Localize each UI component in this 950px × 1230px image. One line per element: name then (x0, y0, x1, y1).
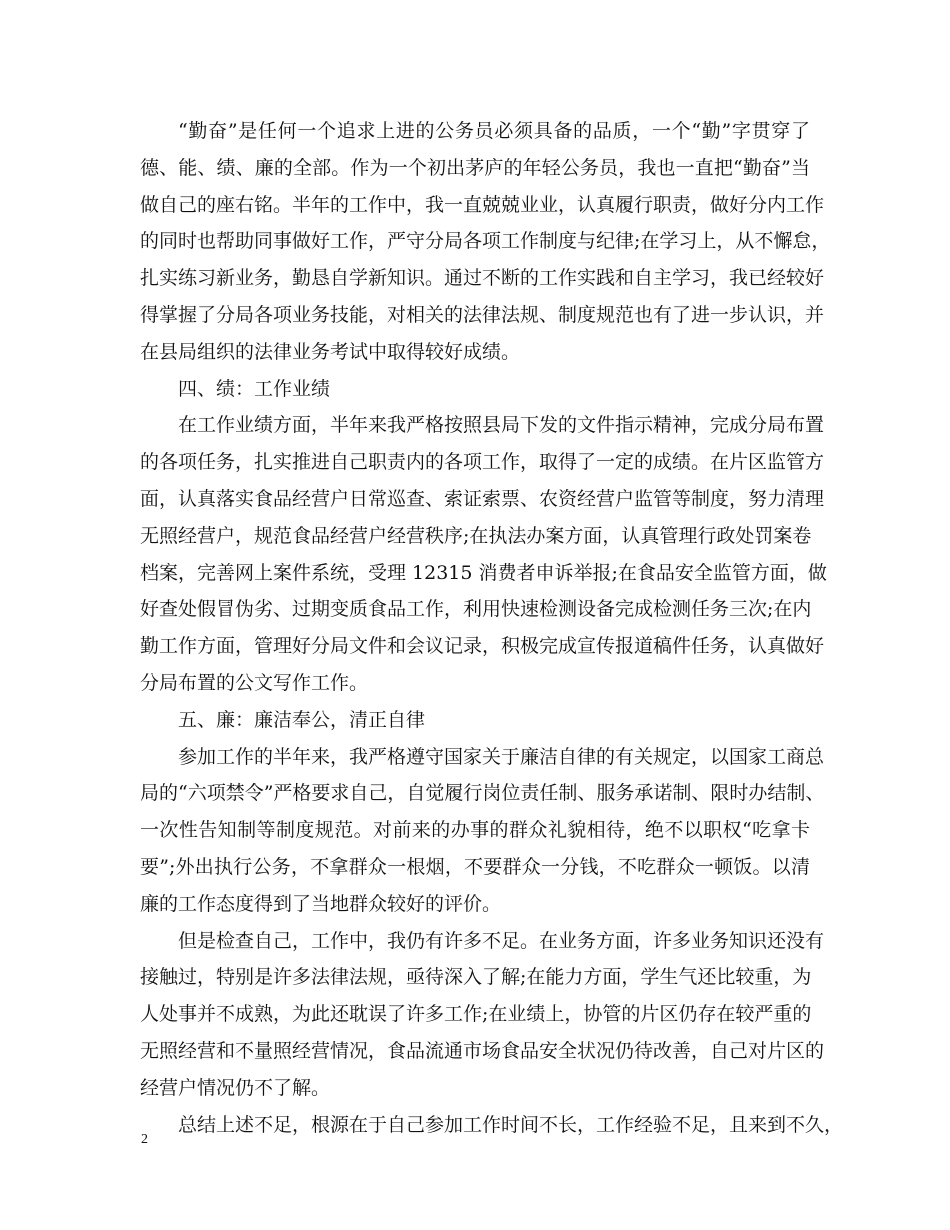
text-line: 接触过，特别是许多法律法规，亟待深入了解;在能力方面，学生气还比较重，为 (140, 966, 812, 989)
text-line: 德、能、绩、廉的全部。作为一个初出茅庐的年轻公务员，我也一直把“勤奋”当 (140, 156, 810, 179)
text-line: 局的“六项禁令”严格要求自己，自觉履行岗位责任制、服务承诺制、限时办结制、 (140, 782, 825, 805)
text-line: 廉的工作态度得到了当地群众较好的评价。 (140, 892, 502, 915)
text-line: 扎实练习新业务，勤恳自学新知识。通过不断的工作实践和自主学习，我已经较好 (140, 267, 825, 290)
text-line: 要”;外出执行公务，不拿群众一根烟，不要群众一分钱，不吃群众一顿饭。以清 (140, 855, 810, 878)
text-line: 好查处假冒伪劣、过期变质食品工作，利用快速检测设备完成检测任务三次;在内 (140, 598, 812, 621)
text-line: 无照经营户，规范食品经营户经营秩序;在执法办案方面，认真管理行政处罚案卷 (140, 524, 812, 547)
text-line: 在工作业绩方面，半年来我严格按照县局下发的文件指示精神，完成分局布置 (178, 414, 825, 437)
section-heading: 四、绩：工作业绩 (178, 377, 331, 400)
text-line: “勤奋”是任何一个追求上进的公务员必须具备的品质，一个“勤”字贯穿了 (178, 120, 810, 142)
text-line: 一次性告知制等制度规范。对前来的办事的群众礼貌相待，绝不以职权“吃拿卡 (140, 819, 810, 842)
text-line: 在县局组织的法律业务考试中取得较好成绩。 (140, 340, 521, 363)
text-line: 经营户情况仍不了解。 (140, 1076, 331, 1099)
text-line: 勤工作方面，管理好分局文件和会议记录，积极完成宣传报道稿件任务，认真做好 (140, 635, 825, 658)
text-line: 人处事并不成熟，为此还耽误了许多工作;在业绩上，协管的片区仍存在较严重的 (140, 1003, 812, 1026)
text-line: 档案，完善网上案件系统，受理 12315 消费者申诉举报;在食品安全监管方面，做 (140, 561, 827, 584)
text-line: 总结上述不足，根源在于自己参加工作时间不长，工作经验不足，且来到不久， (178, 1113, 844, 1136)
page-number: 2 (141, 1132, 148, 1147)
text-line: 面，认真落实食品经营户日常巡查、索证索票、农资经营户监管等制度，努力清理 (140, 487, 825, 510)
text-line: 得掌握了分局各项业务技能，对相关的法律法规、制度规范也有了进一步认识，并 (140, 303, 825, 326)
section-heading: 五、廉：廉洁奉公，清正自律 (178, 708, 426, 731)
body-text (140, 113, 844, 1143)
text-line: 的同时也帮助同事做好工作，严守分局各项工作制度与纪律;在学习上，从不懈怠， (140, 230, 831, 253)
text-line: 无照经营和不量照经营情况，食品流通市场食品安全状况仍待改善，自己对片区的 (140, 1039, 825, 1062)
text-line: 参加工作的半年来，我严格遵守国家关于廉洁自律的有关规定，以国家工商总 (178, 745, 825, 768)
text-line: 分局布置的公文写作工作。 (140, 671, 369, 694)
text-line: 做自己的座右铭。半年的工作中，我一直兢兢业业，认真履行职责，做好分内工作 (140, 193, 825, 216)
text-line: 的各项任务，扎实推进自己职责内的各项工作，取得了一定的成绩。在片区监管方 (140, 451, 825, 474)
text-line: 但是检查自己，工作中，我仍有许多不足。在业务方面，许多业务知识还没有 (178, 929, 825, 952)
